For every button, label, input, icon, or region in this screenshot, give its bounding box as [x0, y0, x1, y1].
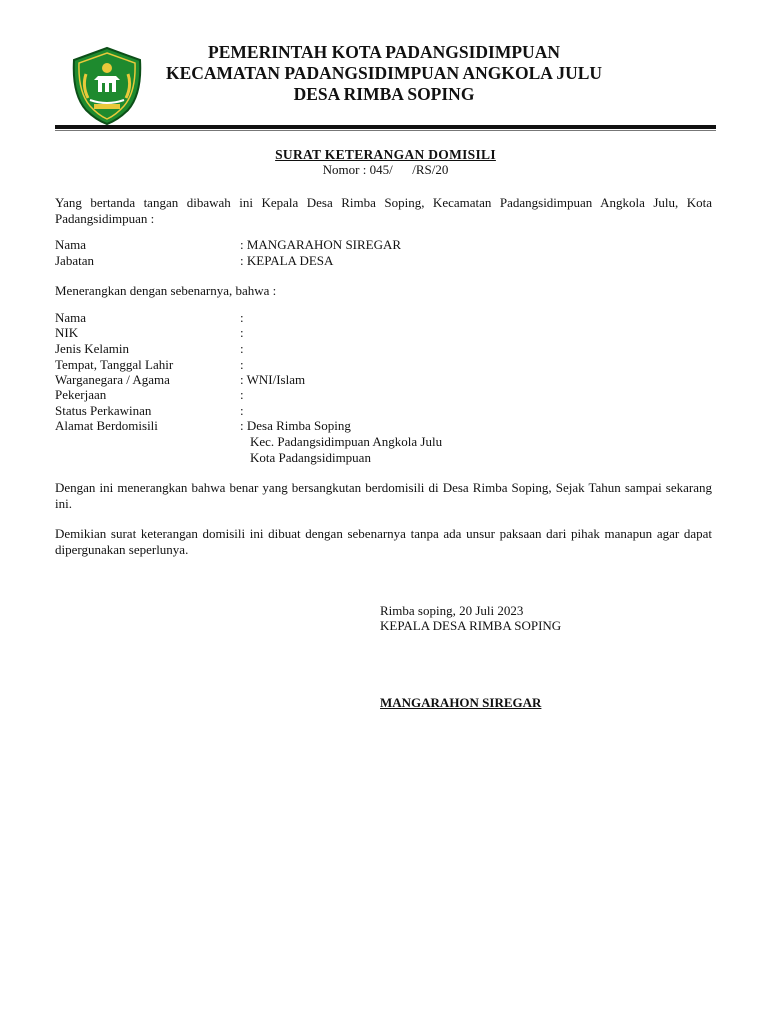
signature-name: MANGARAHON SIREGAR: [380, 695, 542, 710]
signature-place-date: Rimba soping, 20 Juli 2023: [380, 603, 524, 618]
subject-address-value: : Desa Rimba Soping: [240, 418, 351, 433]
subject-nik-value: :: [240, 325, 244, 340]
signature-position: KEPALA DESA RIMBA SOPING: [380, 618, 562, 633]
signer-position-label: Jabatan: [55, 253, 94, 268]
header-divider-thin: [55, 130, 716, 131]
subject-occupation-label: Pekerjaan: [55, 387, 107, 402]
subject-address-district: Kec. Padangsidimpuan Angkola Julu: [250, 434, 443, 449]
subject-citizenship-label: Warganegara / Agama: [55, 372, 170, 387]
letter-title: SURAT KETERANGAN DOMISILI: [275, 147, 496, 162]
declaration-line: Menerangkan dengan sebenarnya, bahwa :: [55, 283, 277, 298]
header-line-village: DESA RIMBA SOPING: [293, 84, 475, 104]
subject-occupation-value: :: [240, 387, 244, 402]
intro-paragraph: Yang bertanda tangan dibawah ini Kepala Desa Rimba Soping, Kecamatan Padangsidimpuan Angkola Julu, Kota Padangsidimpuan :: [55, 195, 712, 226]
subject-marital-value: :: [240, 403, 244, 418]
subject-birth-value: :: [240, 357, 244, 372]
subject-birth-label: Tempat, Tanggal Lahir: [55, 357, 174, 372]
subject-name-label: Nama: [55, 310, 87, 325]
header-divider-thick: [55, 125, 716, 129]
subject-marital-label: Status Perkawinan: [55, 403, 152, 418]
signer-name-value: : MANGARAHON SIREGAR: [240, 237, 402, 252]
subject-citizenship-value: : WNI/Islam: [240, 372, 306, 387]
subject-gender-value: :: [240, 341, 244, 356]
regency-crest-icon: [68, 46, 146, 126]
subject-nik-label: NIK: [55, 325, 79, 340]
signer-name-label: Nama: [55, 237, 87, 252]
letter-number: Nomor : 045/ /RS/20: [322, 162, 449, 177]
subject-name-value: :: [240, 310, 244, 325]
closing-paragraph: Demikian surat keterangan domisili ini dibuat dengan sebenarnya tanpa ada unsur paksaan dari pihak manapun agar dapat dipergunakan seperlunya.: [55, 526, 712, 557]
domicile-statement-paragraph: Dengan ini menerangkan bahwa benar yang bersangkutan berdomisili di Desa Rimba Soping, Sejak Tahun sampai sekarang ini.: [55, 480, 712, 511]
header-line-government: PEMERINTAH KOTA PADANGSIDIMPUAN: [208, 42, 560, 62]
subject-address-label: Alamat Berdomisili: [55, 418, 158, 433]
subject-address-city: Kota Padangsidimpuan: [250, 450, 371, 465]
signer-position-value: : KEPALA DESA: [240, 253, 334, 268]
subject-gender-label: Jenis Kelamin: [55, 341, 130, 356]
header-line-district: KECAMATAN PADANGSIDIMPUAN ANGKOLA JULU: [165, 63, 603, 83]
